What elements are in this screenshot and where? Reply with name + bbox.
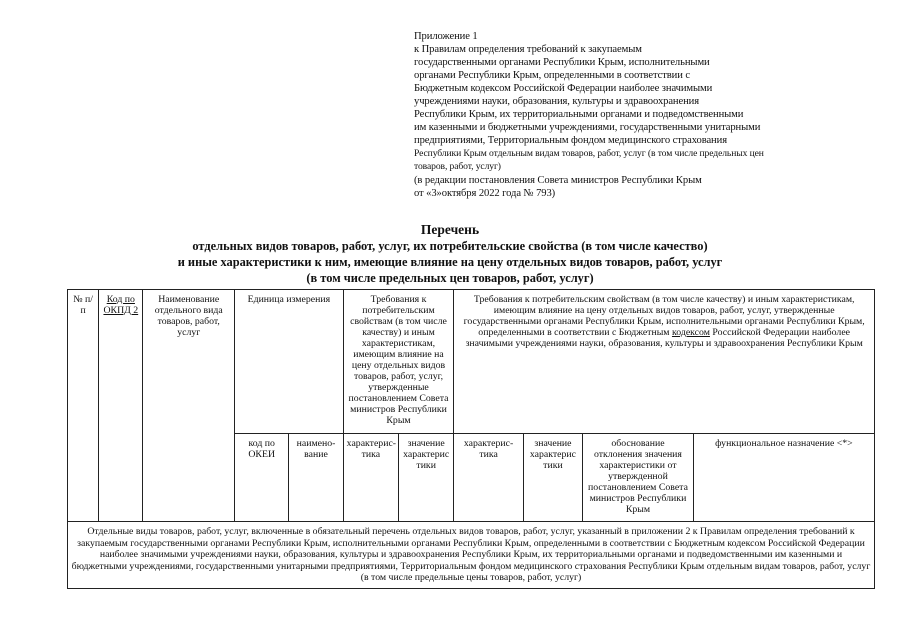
title-heading: Перечень: [420, 222, 480, 237]
header-item-name: Наименование отдельного вида товаров, работ, услуг: [143, 290, 235, 522]
appendix-line: к Правилам определения требований к закупаемым: [414, 44, 642, 55]
header-okpd-link[interactable]: Код по ОКПД 2: [99, 290, 143, 522]
handwritten-month: октября: [441, 188, 477, 199]
header-unit: Единица измерения: [235, 290, 344, 434]
subheader-justification: обоснование отклонения значения характеристики от утвержденной постановлением Совета министров Республики Крым: [583, 434, 694, 522]
handwritten-number: 793: [536, 188, 552, 199]
subheader-characteristic-council: характерис-тика: [343, 434, 398, 522]
header-requirements-council: Требования к потребительским свойствам (в том числе качеству) и иным характеристикам, имеющим влияние на цену отдельных видов товаров, работ, услуг, утвержденные постановлением Совета министров Республики Крым: [343, 290, 454, 434]
header-requirements-bodies-text-end: Российской Федерации наиболее значимыми учреждениями науки, образования, культуры и здравоохранения Республики Крым: [465, 327, 863, 349]
subheader-function: функциональное назначение <*>: [693, 434, 874, 522]
handwritten-day: 3: [431, 188, 437, 199]
appendix-line: товаров, работ, услуг): [414, 161, 501, 172]
appendix-line: Республики Крым, их территориальными органами и подведомственными: [414, 109, 744, 120]
subheader-value-bodies: значение характерис тики: [523, 434, 582, 522]
appendix-line: предприятиями, Территориальным фондом медицинского страхования: [414, 135, 727, 146]
document-title: [100, 222, 800, 286]
appendix-line: Бюджетным кодексом Российской Федерации наиболее значимыми: [414, 83, 713, 94]
appendix-line: Республики Крым отдельным видам товаров, работ, услуг (в том числе предельных цен: [414, 148, 764, 159]
appendix-header: [414, 30, 854, 200]
subheader-value-council: значение характерис тики: [399, 434, 454, 522]
table-footer-note: Отдельные виды товаров, работ, услуг, включенные в обязательный перечень отдельных видов товаров, работ, услуг, указанный в приложении 2 к Правилам определения требований к закупаемым государственными органами Республики Крым, исполнительными органами Республики Крым, определенными в соответствии с Бюджетным кодексом Российской Федерации наиболее значимыми учреждениями науки, образования, культуры и здравоохранения Республики Крым, их территориальными органами и подведомственными им казенными и бюджетными учреждениями, государственными унитарными предприятиями, Территориальным фондом медицинского страхования Республики Крым отдельным видам товаров, работ, услуг (в том числе предельные цены товаров, работ, услуг): [68, 522, 875, 589]
edition-line: (в редакции постановления Совета министров Республики Крым: [414, 175, 702, 186]
appendix-line: им казенными и бюджетными учреждениями, государственными унитарными: [414, 122, 761, 133]
edition-year: 2022 года №: [478, 188, 534, 199]
appendix-line: учреждениями науки, образования, культуры и здравоохранения: [414, 96, 700, 107]
edition-from: от «: [414, 188, 432, 199]
requirements-table: [67, 289, 875, 589]
appendix-line: государственными органами Республики Крым, исполнительными: [414, 57, 710, 68]
budget-code-link[interactable]: кодексом: [671, 327, 710, 338]
title-line: и иные характеристики к ним, имеющие влияние на цену отдельных видов товаров, работ, услуг: [177, 255, 723, 269]
edition-close: ): [551, 188, 556, 199]
title-line: отдельных видов товаров, работ, услуг, их потребительские свойства (в том числе качество): [192, 239, 708, 253]
edition-date-line: [414, 187, 854, 200]
subheader-characteristic-bodies: характерис-тика: [454, 434, 523, 522]
header-num: № п/п: [68, 290, 99, 522]
appendix-line: Приложение 1: [414, 31, 478, 42]
subheader-unit-name: наимено-вание: [289, 434, 343, 522]
title-line: (в том числе предельных цен товаров, работ, услуг): [306, 271, 594, 285]
header-requirements-bodies-text: Требования к потребительским свойствам (в том числе качеству) и иным характеристикам, имеющим влияние на цену отдельных видов товаров, работ, услуг, утвержденные государственными органами Республики Крым, исполнительными органами Республики Крым, определенными в соответствии с Бюджетным: [463, 294, 865, 338]
subheader-okei: код по ОКЕИ: [235, 434, 289, 522]
appendix-line: органами Республики Крым, определенными в соответствии с: [414, 70, 690, 81]
header-requirements-bodies: [454, 290, 875, 434]
edition-quote-close: »: [436, 188, 442, 199]
